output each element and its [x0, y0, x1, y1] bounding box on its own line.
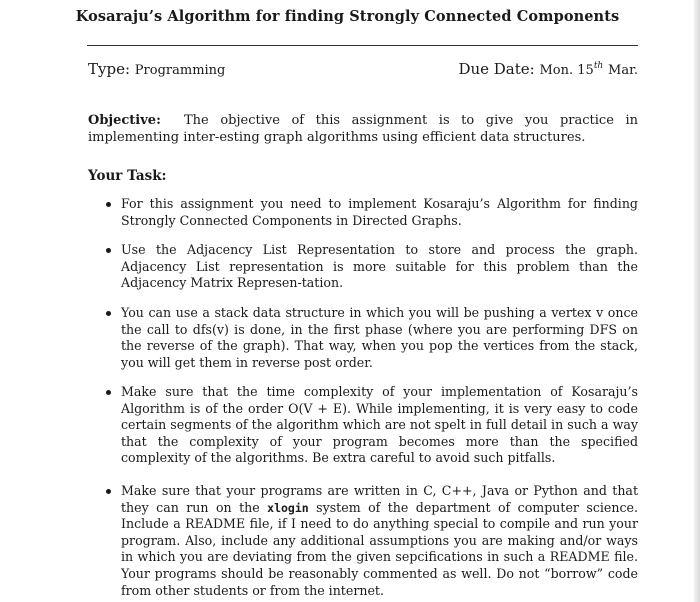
- objective-paragraph: [88, 112, 638, 146]
- task-bullet-2: [106, 242, 638, 292]
- due-date-label: Due Date:: [458, 60, 535, 78]
- task-bullet-text: For this assignment you need to implement Kosaraju’s Algorithm for finding Strongly Connected Components in Directed Graphs.: [121, 196, 638, 228]
- task-bullet-1: [106, 196, 638, 229]
- task-bullet-text: [121, 483, 638, 599]
- type-value: Programming: [134, 63, 226, 78]
- type-label: Type:: [88, 60, 131, 78]
- header-divider: [87, 45, 638, 46]
- due-date: [458, 60, 638, 78]
- due-date-month: Mar.: [608, 63, 638, 78]
- bullet-dot: [106, 311, 111, 316]
- bullet-5-text-post: system of the department of computer science. Include a README file, if I need to do anything special to compile and run your program. Also, include any additional assumptions you are making and/or ways in which you are deviating from the given sepcifications in such a README file. Your programs should be reasonably commented as well. Do not “borrow” code from other students or from the internet.: [121, 499, 638, 598]
- task-heading: Your Task:: [88, 168, 167, 184]
- bullet-dot: [106, 489, 111, 494]
- task-bullet-text: Use the Adjacency List Representation to store and process the graph. Adjacency List representation is more suitable for this problem than the Adjacency Matrix Represen-tation.: [121, 242, 638, 291]
- bullet-dot: [106, 202, 111, 207]
- bullet-dot: [106, 390, 111, 395]
- due-date-suffix: th: [593, 61, 604, 71]
- assignment-type: [88, 60, 225, 78]
- task-bullet-3: [106, 305, 638, 371]
- objective-text: The objective of this assignment is to give you practice in implementing inter-esting graph algorithms using efficient data structures.: [88, 113, 639, 145]
- task-bullet-5: [106, 483, 638, 599]
- task-bullet-4: [106, 384, 638, 467]
- task-bullet-text: You can use a stack data structure in which you will be pushing a vertex v once the call to dfs(v) is done, in the first phase (where you are performing DFS on the reverse of the graph). That way, when you pop the vertices from the stack, you will get them in reverse post order.: [121, 305, 638, 370]
- xlogin-code: xlogin: [267, 500, 309, 515]
- bullet-dot: [106, 248, 111, 253]
- task-bullet-text: Make sure that the time complexity of your implementation of Kosaraju’s Algorithm is of the order O(V + E). While implementing, it is very easy to code certain segments of the algorithm which are not spelt in full detail in such a way that the complexity of your program becomes more than the specified complexity of the algorithms. Be extra careful to avoid such pitfalls.: [121, 384, 638, 466]
- document-title: Kosaraju’s Algorithm for finding Strongly Connected Components: [75, 8, 620, 25]
- due-date-day: Mon. 15: [539, 63, 594, 78]
- objective-label: Objective:: [88, 113, 161, 128]
- page-edge-shadow: [694, 0, 700, 602]
- bullet-5-text-pre: Make sure that your programs are written in C, C++, Java or Python and that they can run on the: [121, 483, 638, 515]
